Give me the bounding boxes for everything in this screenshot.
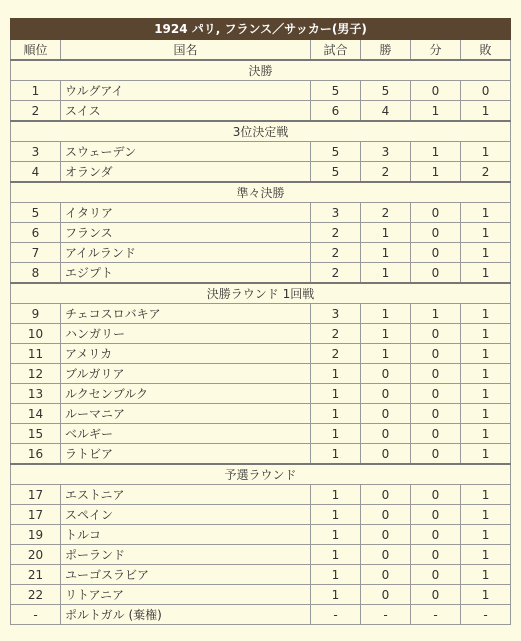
draws-cell: 0: [411, 324, 461, 344]
country-cell: ルクセンブルク: [61, 384, 311, 404]
losses-cell: -: [461, 605, 511, 625]
table-row: [11, 243, 511, 263]
section-label: 3位決定戦: [11, 121, 511, 142]
table-row: [11, 424, 511, 444]
rank-cell: 13: [11, 384, 61, 404]
matches-cell: 1: [311, 525, 361, 545]
header-losses: 敗: [461, 40, 511, 61]
wins-cell: 0: [361, 565, 411, 585]
losses-cell: 1: [461, 263, 511, 284]
losses-cell: 1: [461, 444, 511, 465]
matches-cell: 6: [311, 101, 361, 122]
rank-cell: 14: [11, 404, 61, 424]
losses-cell: 1: [461, 585, 511, 605]
matches-cell: 1: [311, 565, 361, 585]
losses-cell: 1: [461, 243, 511, 263]
draws-cell: 0: [411, 404, 461, 424]
matches-cell: 1: [311, 444, 361, 465]
country-cell: スウェーデン: [61, 142, 311, 162]
rank-cell: 3: [11, 142, 61, 162]
losses-cell: 2: [461, 162, 511, 183]
table-title: 1924 パリ, フランス／サッカー(男子): [11, 19, 511, 40]
header-matches: 試合: [311, 40, 361, 61]
draws-cell: 0: [411, 263, 461, 284]
wins-cell: 2: [361, 203, 411, 223]
matches-cell: 1: [311, 545, 361, 565]
wins-cell: 2: [361, 162, 411, 183]
table-row: [11, 344, 511, 364]
country-cell: ウルグアイ: [61, 81, 311, 101]
table-row: [11, 565, 511, 585]
matches-cell: 2: [311, 344, 361, 364]
matches-cell: 1: [311, 384, 361, 404]
table-title-row: [11, 19, 511, 40]
header-wins: 勝: [361, 40, 411, 61]
wins-cell: 3: [361, 142, 411, 162]
country-cell: ブルガリア: [61, 364, 311, 384]
matches-cell: 3: [311, 304, 361, 324]
rank-cell: 1: [11, 81, 61, 101]
matches-cell: -: [311, 605, 361, 625]
losses-cell: 1: [461, 525, 511, 545]
wins-cell: 0: [361, 485, 411, 505]
wins-cell: 0: [361, 444, 411, 465]
table-row: [11, 444, 511, 465]
rank-cell: -: [11, 605, 61, 625]
section-label: 準々決勝: [11, 182, 511, 203]
table-row: [11, 545, 511, 565]
losses-cell: 1: [461, 485, 511, 505]
wins-cell: 0: [361, 364, 411, 384]
draws-cell: -: [411, 605, 461, 625]
losses-cell: 1: [461, 304, 511, 324]
rank-cell: 19: [11, 525, 61, 545]
draws-cell: 1: [411, 304, 461, 324]
table-row: [11, 585, 511, 605]
country-cell: ポーランド: [61, 545, 311, 565]
draws-cell: 0: [411, 585, 461, 605]
rank-cell: 10: [11, 324, 61, 344]
table-row: [11, 101, 511, 122]
table-row: [11, 324, 511, 344]
draws-cell: 0: [411, 424, 461, 444]
losses-cell: 1: [461, 344, 511, 364]
draws-cell: 0: [411, 203, 461, 223]
rank-cell: 17: [11, 485, 61, 505]
draws-cell: 1: [411, 162, 461, 183]
country-cell: ポルトガル (棄権): [61, 605, 311, 625]
losses-cell: 1: [461, 384, 511, 404]
draws-cell: 0: [411, 223, 461, 243]
country-cell: ラトビア: [61, 444, 311, 465]
matches-cell: 2: [311, 263, 361, 284]
draws-cell: 0: [411, 81, 461, 101]
matches-cell: 2: [311, 223, 361, 243]
wins-cell: 4: [361, 101, 411, 122]
table-row: [11, 605, 511, 625]
losses-cell: 1: [461, 404, 511, 424]
results-container: [10, 18, 510, 625]
losses-cell: 1: [461, 142, 511, 162]
matches-cell: 1: [311, 505, 361, 525]
country-cell: エストニア: [61, 485, 311, 505]
draws-cell: 0: [411, 485, 461, 505]
country-cell: スペイン: [61, 505, 311, 525]
wins-cell: 0: [361, 585, 411, 605]
country-cell: フランス: [61, 223, 311, 243]
rank-cell: 5: [11, 203, 61, 223]
rank-cell: 9: [11, 304, 61, 324]
matches-cell: 1: [311, 424, 361, 444]
draws-cell: 1: [411, 142, 461, 162]
losses-cell: 0: [461, 81, 511, 101]
rank-cell: 22: [11, 585, 61, 605]
table-row: [11, 203, 511, 223]
table-row: [11, 384, 511, 404]
country-cell: ハンガリー: [61, 324, 311, 344]
section-label: 決勝: [11, 60, 511, 81]
header-country: 国名: [61, 40, 311, 61]
rank-cell: 17: [11, 505, 61, 525]
rank-cell: 7: [11, 243, 61, 263]
country-cell: イタリア: [61, 203, 311, 223]
losses-cell: 1: [461, 324, 511, 344]
rank-cell: 4: [11, 162, 61, 183]
rank-cell: 12: [11, 364, 61, 384]
header-draws: 分: [411, 40, 461, 61]
draws-cell: 0: [411, 243, 461, 263]
wins-cell: 0: [361, 404, 411, 424]
matches-cell: 2: [311, 243, 361, 263]
table-row: [11, 223, 511, 243]
section-row: [11, 121, 511, 142]
rank-cell: 20: [11, 545, 61, 565]
country-cell: ベルギー: [61, 424, 311, 444]
matches-cell: 1: [311, 485, 361, 505]
losses-cell: 1: [461, 565, 511, 585]
draws-cell: 1: [411, 101, 461, 122]
rank-cell: 15: [11, 424, 61, 444]
country-cell: アメリカ: [61, 344, 311, 364]
rank-cell: 2: [11, 101, 61, 122]
matches-cell: 1: [311, 404, 361, 424]
losses-cell: 1: [461, 505, 511, 525]
country-cell: リトアニア: [61, 585, 311, 605]
wins-cell: 0: [361, 545, 411, 565]
losses-cell: 1: [461, 424, 511, 444]
table-row: [11, 81, 511, 101]
draws-cell: 0: [411, 344, 461, 364]
rank-cell: 6: [11, 223, 61, 243]
wins-cell: 1: [361, 304, 411, 324]
country-cell: アイルランド: [61, 243, 311, 263]
table-row: [11, 304, 511, 324]
wins-cell: 0: [361, 424, 411, 444]
wins-cell: 0: [361, 525, 411, 545]
draws-cell: 0: [411, 384, 461, 404]
results-table-body: [11, 19, 511, 625]
matches-cell: 5: [311, 81, 361, 101]
section-row: [11, 283, 511, 304]
country-cell: スイス: [61, 101, 311, 122]
matches-cell: 2: [311, 324, 361, 344]
wins-cell: 0: [361, 505, 411, 525]
table-row: [11, 404, 511, 424]
rank-cell: 16: [11, 444, 61, 465]
wins-cell: 1: [361, 344, 411, 364]
country-cell: チェコスロバキア: [61, 304, 311, 324]
losses-cell: 1: [461, 364, 511, 384]
table-row: [11, 162, 511, 183]
section-row: [11, 464, 511, 485]
draws-cell: 0: [411, 565, 461, 585]
draws-cell: 0: [411, 545, 461, 565]
wins-cell: 0: [361, 384, 411, 404]
table-row: [11, 364, 511, 384]
table-header-row: [11, 40, 511, 61]
losses-cell: 1: [461, 545, 511, 565]
losses-cell: 1: [461, 223, 511, 243]
rank-cell: 21: [11, 565, 61, 585]
table-row: [11, 485, 511, 505]
country-cell: トルコ: [61, 525, 311, 545]
matches-cell: 5: [311, 142, 361, 162]
country-cell: エジプト: [61, 263, 311, 284]
matches-cell: 5: [311, 162, 361, 183]
country-cell: オランダ: [61, 162, 311, 183]
table-row: [11, 505, 511, 525]
wins-cell: 5: [361, 81, 411, 101]
section-label: 予選ラウンド: [11, 464, 511, 485]
wins-cell: 1: [361, 243, 411, 263]
wins-cell: 1: [361, 263, 411, 284]
wins-cell: 1: [361, 324, 411, 344]
results-table: [10, 18, 511, 625]
table-row: [11, 525, 511, 545]
section-label: 決勝ラウンド 1回戦: [11, 283, 511, 304]
draws-cell: 0: [411, 444, 461, 465]
matches-cell: 3: [311, 203, 361, 223]
draws-cell: 0: [411, 505, 461, 525]
matches-cell: 1: [311, 585, 361, 605]
table-row: [11, 263, 511, 284]
draws-cell: 0: [411, 364, 461, 384]
draws-cell: 0: [411, 525, 461, 545]
rank-cell: 8: [11, 263, 61, 284]
header-rank: 順位: [11, 40, 61, 61]
country-cell: ユーゴスラビア: [61, 565, 311, 585]
losses-cell: 1: [461, 101, 511, 122]
losses-cell: 1: [461, 203, 511, 223]
table-row: [11, 142, 511, 162]
section-row: [11, 182, 511, 203]
rank-cell: 11: [11, 344, 61, 364]
wins-cell: -: [361, 605, 411, 625]
matches-cell: 1: [311, 364, 361, 384]
wins-cell: 1: [361, 223, 411, 243]
section-row: [11, 60, 511, 81]
country-cell: ルーマニア: [61, 404, 311, 424]
